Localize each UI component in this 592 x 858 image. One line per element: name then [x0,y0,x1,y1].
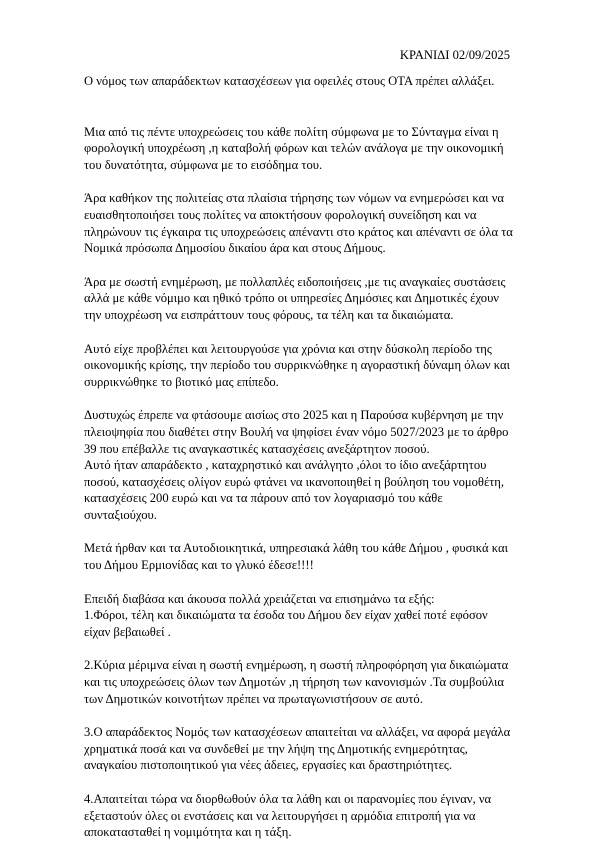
paragraph-state-duty: Άρα καθήκον της πολιτείας στα πλαίσια τήρησης των νόμων να ενημερώσει και να ευαισθητοποιήσει τους πολίτες να αποκτήσουν φορολογική συνείδηση και να πληρώνουν τις έγκαιρα τις υποχρεώσεις απέναντι στο κράτος και απέναντι σε όλα τα Νομικά πρόσωπα Δημοσίου δικαίου άρα και στους Δήμους. [84,191,513,256]
list-item-point-2: 2.Κύρια μέριμνα είναι η σωστή ενημέρωση, η σωστή πληροφόρηση για δικαιώματα και τις υποχρεώσεις όλων των Δημοτών ,η τήρηση των κανονισμών .Τα συμβούλια των Δημοτικών κοινοτήτων πρέπει να πρωταγωνιστήσουν σε αυτό. [84,658,509,706]
list-item-point-4: 4.Απαιτείται τώρα να διορθωθούν όλα τα λάθη και οι παρανομίες που έγιναν, να εξεταστούν όλες οι ενστάσεις και να λειτουργήσει η αρμόδια επιτροπή για να αποκατασταθεί η νομιμότητα και η τάξη. [84,792,492,840]
document-title: Ο νόμος των απαράδεκτων κατασχέσεων για οφειλές στους ΟΤΑ πρέπει αλλάξει. [84,74,495,88]
paragraph-municipal-errors: Μετά ήρθαν και τα Αυτοδιοικητικά, υπηρεσιακά λάθη του κάθε Δήμου , φυσικά και του Δήμου Ερμιονίδας και το γλυκό έδεσε!!!! [84,541,508,573]
paragraph-information: Άρα με σωστή ενημέρωση, με πολλαπλές ειδοποιήσεις ,με τις αναγκαίες συστάσεις αλλά με κάθε νόμιμο και ηθικό τρόπο οι υπηρεσίες Δημόσιες και Δημοτικές έχουν την υποχρέωση να εισπράττουν τους φόρους, τα τέλη και τα δικαιώματα. [84,274,506,322]
date-line: ΚΡΑΝΙΔΙ 02/09/2025 [399,48,510,62]
paragraph-law-5027: Δυστυχώς έπρεπε να φτάσουμε αισίως στο 2025 και η Παρούσα κυβέρνηση με την πλειοψηφία που διαθέτει στην Βουλή να ψηφίσει έναν νόμο 5027/2023 με το άρθρο 39 που επέβαλλε τις αναγκαστικές κατασχέσεις ανεξάρτητον ποσού. [84,408,509,456]
paragraph-constitution: Μια από τις πέντε υποχρεώσεις του κάθε πολίτη σύμφωνα με το Σύνταγμα είναι η φορολογική υποχρέωση ,η καταβολή φόρων και τελών ανάλογα με την οικονομική του δυνατότητα, σύμφωνα με το εισόδημα του. [84,124,504,172]
paragraph-crisis: Αυτό είχε προβλέπει και λειτουργούσε για χρόνια και στην δύσκολη περίοδο της οικονομικής κρίσης, την περίοδο του συρρικνώθηκε η αγοραστική δύναμη όλων και συρρικνώθηκε το βιοτικό μας επίπεδο. [84,341,510,389]
paragraph-unacceptable: Αυτό ήταν απαράδεκτο , καταχρηστικό και ανάλγητο ,όλοι το ίδιο ανεξάρτητου ποσού, κατασχέσεις ολίγον ευρώ φτάνει να ικανοποιηθεί η βούληση του νομοθέτη, κατασχέσεις 200 ευρώ και να τα πάρουν από τον λογαριασμό του κάθε συνταξιούχου. [84,458,505,522]
list-item-point-1: 1.Φόροι, τέλη και δικαιώματα τα έσοδα του Δήμου δεν είχαν χαθεί ποτέ εφόσον είχαν βεβαιωθεί . [84,608,488,639]
list-item-point-3: 3.Ο απαράδεκτος Νομός των κατασχέσεων απαιτείται να αλλάξει, να αφορά μεγάλα χρηματικά ποσά και να συνδεθεί με την λήψη της Δημοτικής ενημερότητας, αναγκαίου πιστοποιητικού για νέες άδειες, εργασίες και δραστηριότητες. [84,725,511,773]
paragraph-points-intro: Επειδή διαβάσα και άκουσα πολλά χρειάζεται να επισημάνω τα εξής: [84,591,435,606]
document-body [84,73,514,858]
